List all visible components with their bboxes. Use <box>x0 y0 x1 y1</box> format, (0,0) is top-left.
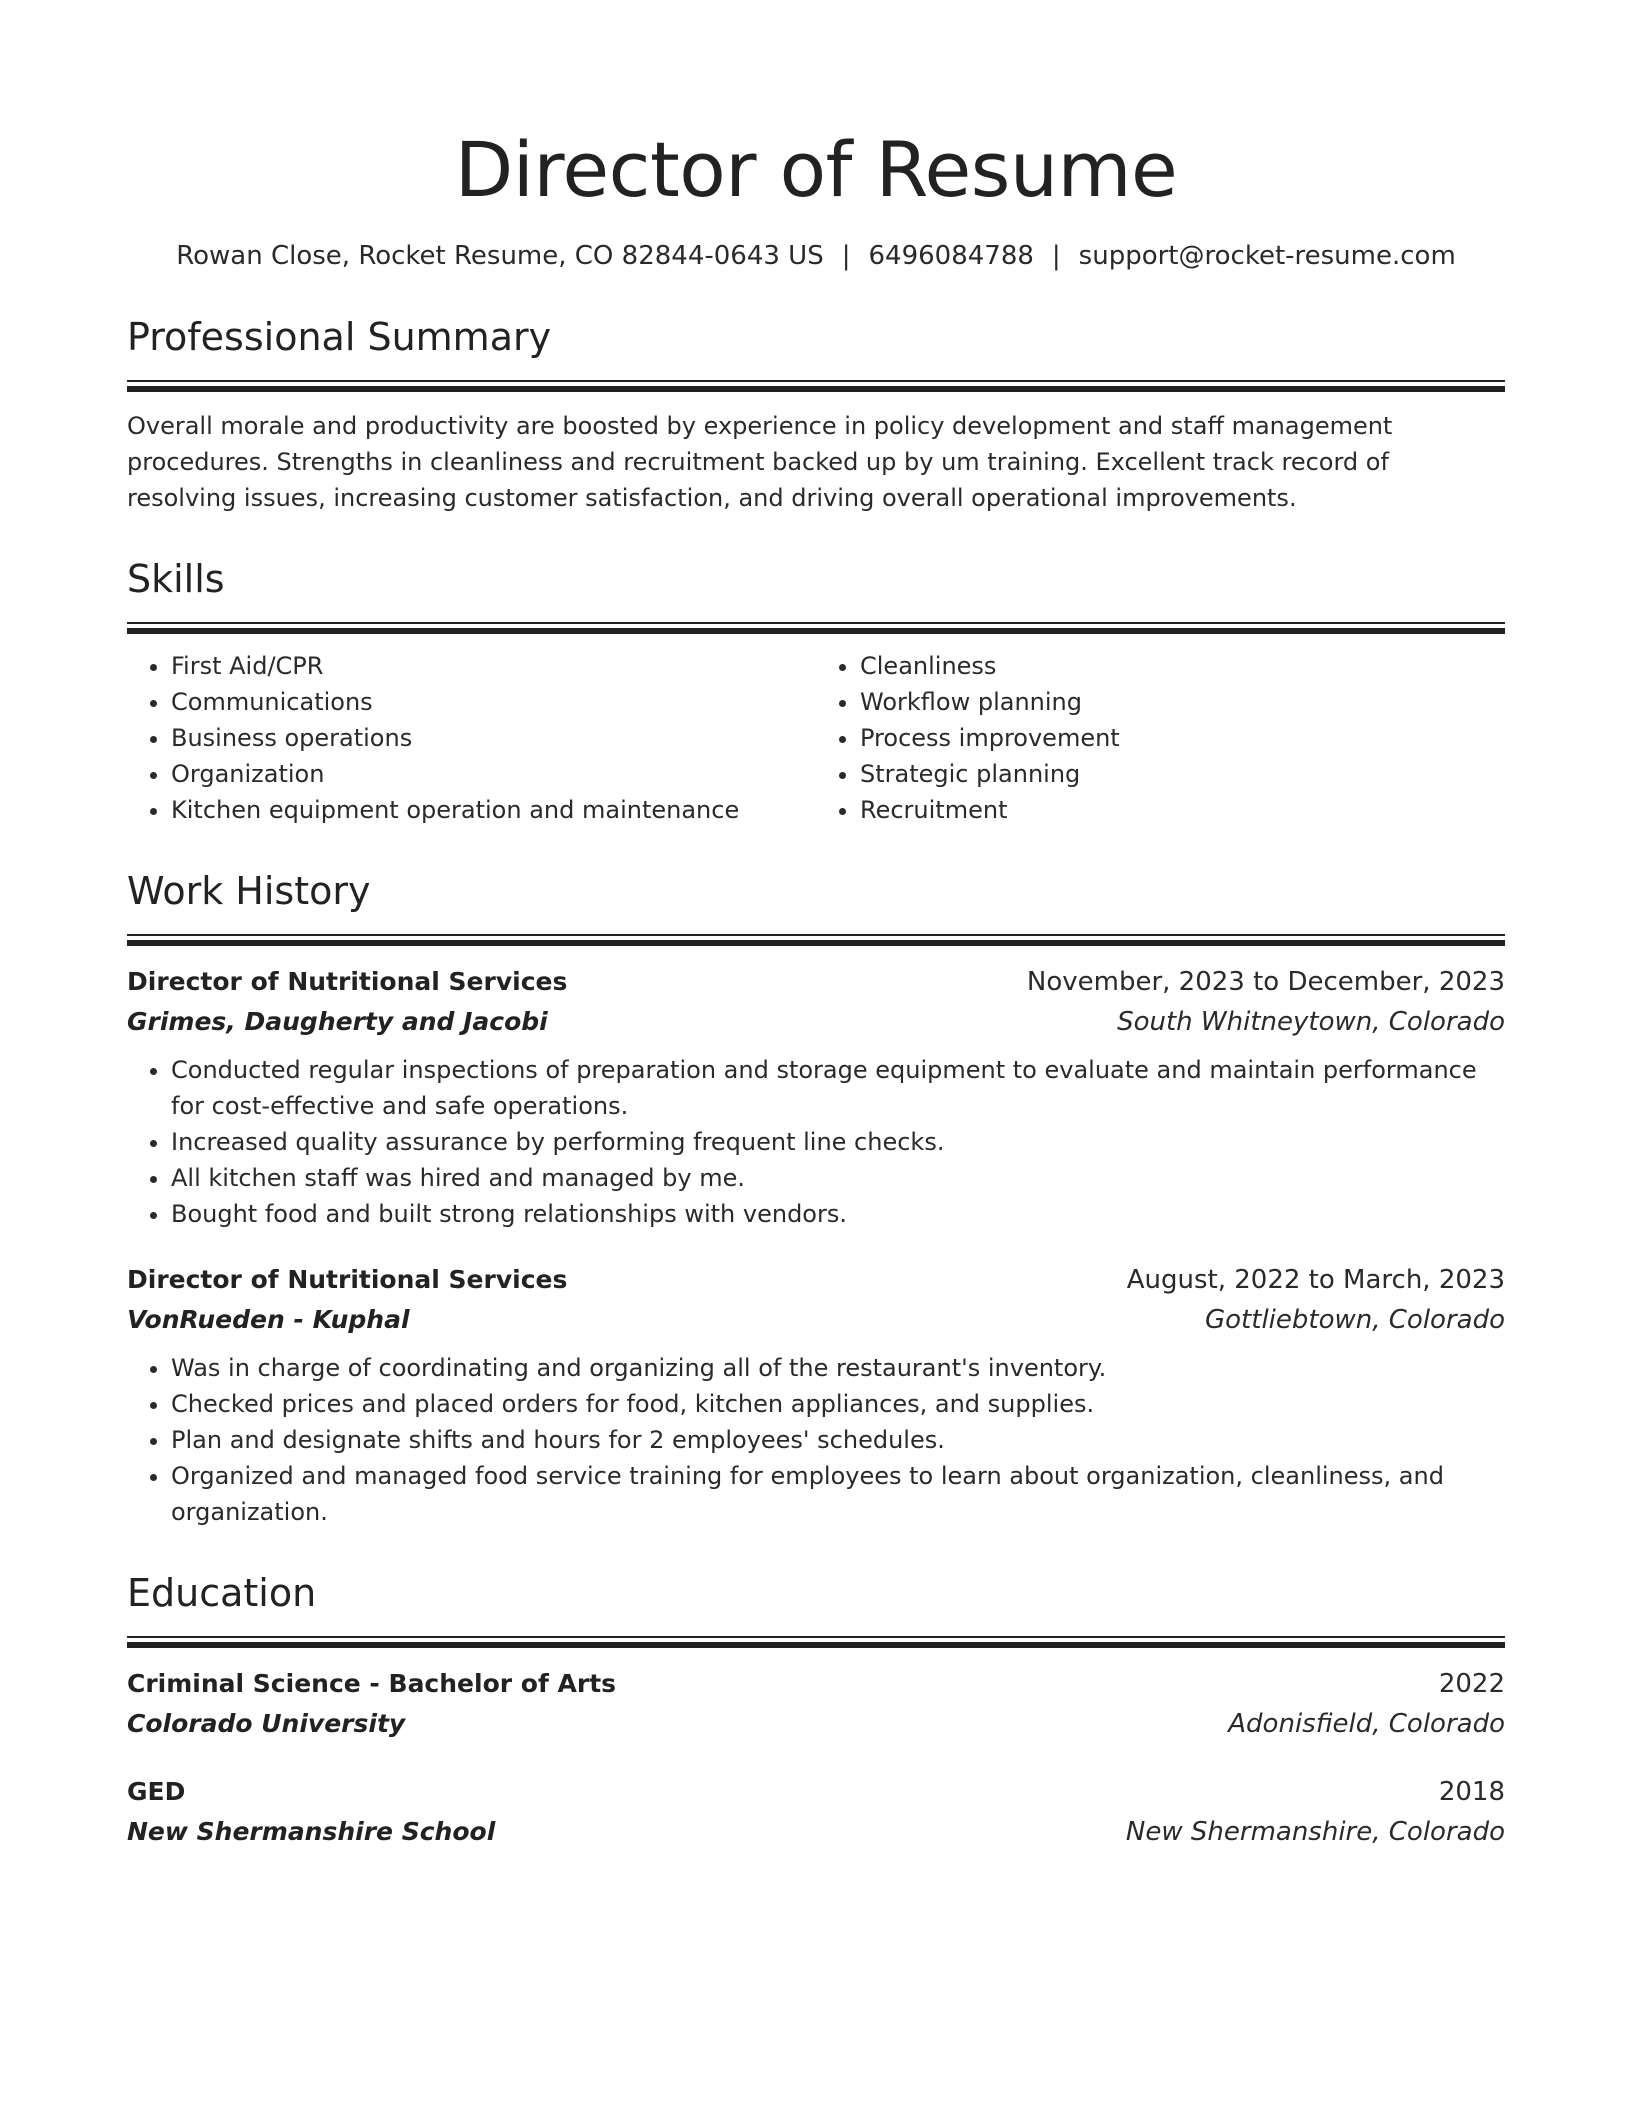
job-duties <box>127 1350 1505 1530</box>
job-role: Director of Nutritional Services <box>127 1265 568 1294</box>
skill-item: • Recruitment <box>860 792 1505 828</box>
duty-item: • Organized and managed food service training for employees to learn about organization, cleanliness, and organization. <box>171 1458 1505 1530</box>
skill-item: • Strategic planning <box>860 756 1505 792</box>
section-divider <box>127 622 1505 634</box>
job-company: VonRueden - Kuphal <box>127 1305 410 1334</box>
duty-item: • Bought food and built strong relationships with vendors. <box>171 1196 1505 1232</box>
job-duties <box>127 1052 1505 1232</box>
contact-phone: 6496084788 <box>868 241 1034 271</box>
duty-item: • Conducted regular inspections of preparation and storage equipment to evaluate and maintain performance for cost-effective and safe operations. <box>171 1052 1505 1124</box>
education-school: New Shermanshire School <box>127 1817 496 1846</box>
skill-item: • Kitchen equipment operation and maintenance <box>171 792 816 828</box>
section-title-education: Education <box>127 1571 317 1615</box>
section-title-skills: Skills <box>127 557 225 601</box>
education-entry <box>127 1664 1505 1744</box>
job-dates: November, 2023 to December, 2023 <box>1026 967 1505 997</box>
section-divider <box>127 1636 1505 1648</box>
contact-address: Rowan Close, Rocket Resume, CO 82844-0643 US <box>176 241 824 271</box>
skill-item: • Workflow planning <box>860 684 1505 720</box>
skill-item: • Communications <box>171 684 816 720</box>
section-divider <box>127 380 1505 392</box>
contact-separator: | <box>841 241 851 271</box>
work-section <box>127 866 1505 1530</box>
education-year: 2022 <box>1438 1669 1505 1699</box>
candidate-name: Director of Resume <box>454 125 1178 214</box>
section-title-summary: Professional Summary <box>127 315 552 359</box>
skills-column-right <box>816 648 1505 828</box>
job-role: Director of Nutritional Services <box>127 967 568 996</box>
skills-column-left <box>127 648 816 828</box>
education-school: Colorado University <box>127 1709 406 1738</box>
duty-item: • Plan and designate shifts and hours for 2 employees' schedules. <box>171 1422 1505 1458</box>
summary-section <box>127 312 1505 516</box>
contact-line <box>127 238 1505 274</box>
skills-list <box>127 648 1505 828</box>
summary-text: Overall morale and productivity are boosted by experience in policy development and staff management procedures. Strengths in cleanliness and recruitment backed up by um training. Excellent track record of resolving issues, increasing customer satisfaction, and driving overall operational improvements. <box>127 412 1393 512</box>
education-location: New Shermanshire, Colorado <box>1125 1817 1505 1847</box>
contact-email: support@rocket-resume.com <box>1078 241 1456 271</box>
duty-item: • Was in charge of coordinating and organizing all of the restaurant's inventory. <box>171 1350 1505 1386</box>
job-entry <box>127 1260 1505 1530</box>
job-company: Grimes, Daugherty and Jacobi <box>127 1007 548 1036</box>
job-location: South Whitneytown, Colorado <box>1117 1007 1505 1037</box>
contact-separator: | <box>1051 241 1061 271</box>
education-year: 2018 <box>1438 1777 1505 1807</box>
education-degree: GED <box>127 1777 186 1806</box>
education-entry <box>127 1772 1505 1852</box>
skill-item: • Process improvement <box>860 720 1505 756</box>
skills-section <box>127 554 1505 828</box>
skill-item: • Organization <box>171 756 816 792</box>
skill-item: • Cleanliness <box>860 648 1505 684</box>
education-location: Adonisfield, Colorado <box>1228 1709 1505 1739</box>
duty-item: • Increased quality assurance by performing frequent line checks. <box>171 1124 1505 1160</box>
job-location: Gottliebtown, Colorado <box>1205 1305 1505 1335</box>
job-dates: August, 2022 to March, 2023 <box>1126 1265 1505 1295</box>
section-divider <box>127 934 1505 946</box>
section-title-work: Work History <box>127 869 371 913</box>
education-degree: Criminal Science - Bachelor of Arts <box>127 1669 617 1698</box>
education-section <box>127 1568 1505 1852</box>
duty-item: • Checked prices and placed orders for food, kitchen appliances, and supplies. <box>171 1386 1505 1422</box>
skill-item: • First Aid/CPR <box>171 648 816 684</box>
duty-item: • All kitchen staff was hired and managed by me. <box>171 1160 1505 1196</box>
job-entry <box>127 962 1505 1232</box>
skill-item: • Business operations <box>171 720 816 756</box>
